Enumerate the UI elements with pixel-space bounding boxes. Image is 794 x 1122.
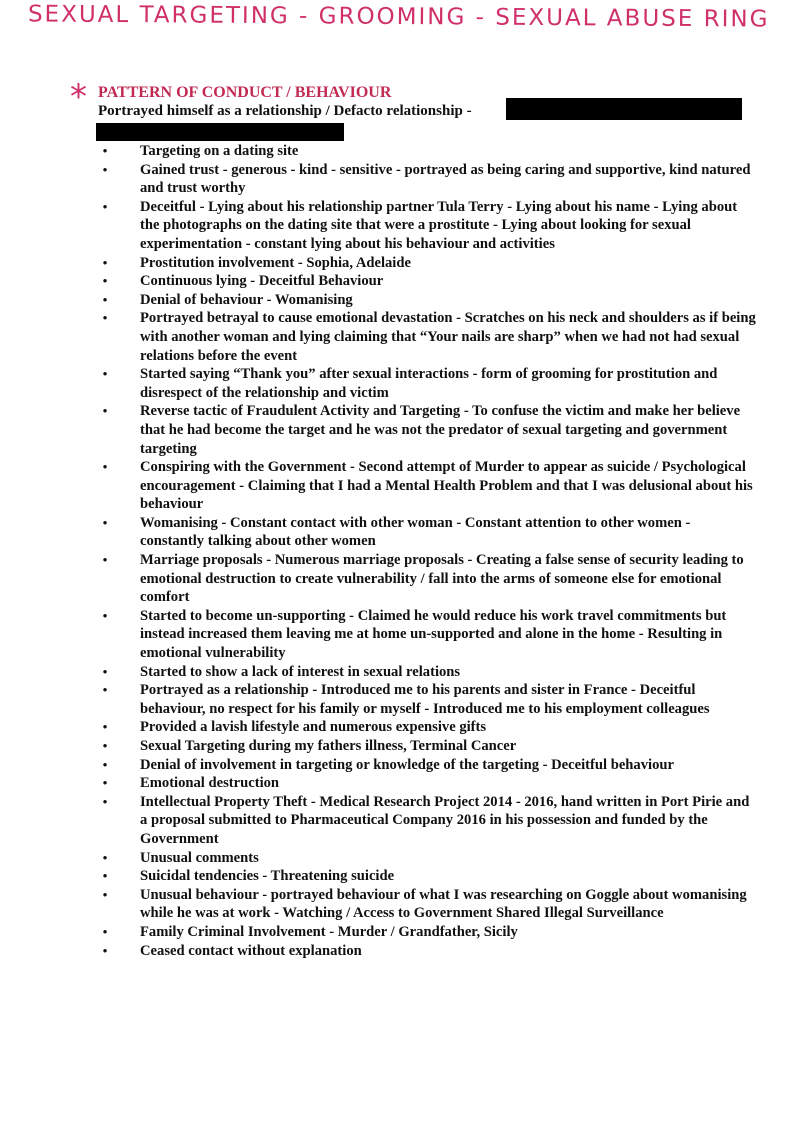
redaction-bar: [506, 98, 742, 120]
bullet-icon: •: [102, 793, 108, 809]
list-item-text: Reverse tactic of Fraudulent Activity and Targeting - To confuse the victim and make her believe that he had become the target and he was not the predator of sexual targeting and government targeting: [140, 403, 741, 457]
bullet-icon: •: [102, 607, 108, 623]
bullet-icon: •: [102, 552, 108, 568]
list-item: [96, 458, 756, 514]
list-item-text: Portrayed as a relationship - Introduced me to his parents and sister in France - Deceitful behaviour, no respect for his family or myself - Introduced me to his employment colleagues: [140, 682, 710, 717]
list-item: [96, 923, 756, 942]
list-item: [96, 886, 756, 923]
list-item-text: Targeting on a dating site: [140, 143, 299, 159]
list-item-text: Denial of involvement in targeting or knowledge of the targeting - Deceitful behaviour: [140, 756, 674, 773]
list-item: [96, 942, 756, 961]
list-item-text: Marriage proposals - Numerous marriage proposals - Creating a false sense of security leading to emotional destruction to create vulnerability / fall into the arms of someone else for emotional comfort: [140, 552, 744, 606]
list-item: [96, 161, 756, 198]
list-item-text: Family Criminal Involvement - Murder / Grandfather, Sicily: [140, 923, 518, 940]
bullet-icon: •: [102, 198, 108, 214]
list-item: [96, 291, 756, 310]
list-item-text: Portrayed betrayal to cause emotional devastation - Scratches on his neck and shoulders as if being with another woman and lying claiming that “Your nails are sharp” when we had not had sexual relations before the event: [140, 310, 756, 364]
behaviour-list: [96, 142, 756, 960]
bullet-icon: •: [102, 366, 108, 382]
list-item-text: Deceitful - Lying about his relationship partner Tula Terry - Lying about his name - Lying about the photographs on the dating site that were a prostitute - Lying about looking for sexual experimentation - constant lying about his behaviour and activities: [140, 198, 738, 252]
list-item: [96, 867, 756, 886]
list-item: [96, 681, 756, 718]
bullet-icon: •: [102, 756, 108, 772]
bullet-icon: •: [102, 719, 108, 735]
bullet-icon: •: [102, 459, 108, 475]
list-item-text: Suicidal tendencies - Threatening suicide: [140, 868, 395, 885]
bullet-icon: •: [102, 886, 108, 902]
list-item: [96, 718, 756, 737]
list-item-text: Provided a lavish lifestyle and numerous expensive gifts: [140, 719, 487, 736]
list-item: [96, 551, 756, 607]
list-item: [96, 514, 756, 551]
list-item: [96, 402, 756, 458]
bullet-icon: •: [102, 514, 108, 530]
list-item-text: Prostitution involvement - Sophia, Adelaide: [140, 254, 411, 271]
list-item-text: Continuous lying - Deceitful Behaviour: [140, 273, 384, 290]
list-item: [96, 272, 756, 291]
list-item: [96, 756, 756, 775]
list-item-text: Sexual Targeting during my fathers illness, Terminal Cancer: [140, 738, 517, 754]
list-item-text: Womanising - Constant contact with other woman - Constant attention to other women - constantly talking about other women: [140, 514, 691, 550]
handwritten-title: SEXUAL TARGETING - GROOMING - SEXUAL ABUSE RING: [27, 1, 770, 33]
asterisk-mark: *: [70, 77, 87, 117]
list-item: [96, 365, 756, 402]
bullet-icon: •: [102, 868, 108, 884]
bullet-icon: •: [102, 923, 108, 939]
list-item-text: Ceased contact without explanation: [140, 942, 362, 959]
list-item: [96, 198, 756, 254]
list-item-text: Started saying “Thank you” after sexual interactions - form of grooming for prostitution and disrespect of the relationship and victim: [140, 366, 718, 401]
bullet-icon: •: [102, 942, 108, 958]
list-item-text: Unusual comments: [140, 849, 259, 866]
list-item-text: Conspiring with the Government - Second attempt of Murder to appear as suicide / Psychological encouragement - Claiming that I had a Mental Health Problem and that I was delusional about his behaviour: [140, 459, 753, 513]
list-item: [96, 607, 756, 663]
bullet-icon: •: [102, 273, 108, 289]
list-item: [96, 142, 756, 161]
section-heading: PATTERN OF CONDUCT / BEHAVIOUR: [98, 84, 392, 101]
list-item-text: Started to show a lack of interest in sexual relations: [140, 663, 461, 680]
list-item-text: Gained trust - generous - kind - sensitive - portrayed as being caring and supportive, kind natured and trust worthy: [140, 161, 751, 197]
bullet-icon: •: [102, 663, 108, 679]
bullet-icon: •: [102, 143, 108, 158]
bullet-icon: •: [102, 849, 108, 865]
list-item-text: Denial of behaviour - Womanising: [140, 291, 353, 308]
list-item-text: Emotional destruction: [140, 775, 280, 792]
list-item: [96, 849, 756, 868]
list-item: [96, 737, 756, 756]
list-item-text: Started to become un-supporting - Claimed he would reduce his work travel commitments but instead increased them leaving me at home un-supported and alone in the home - Resulting in emotional vulnerability: [140, 607, 727, 662]
bullet-icon: •: [102, 291, 108, 307]
bullet-icon: •: [102, 403, 108, 419]
bullet-icon: •: [102, 682, 108, 698]
bullet-icon: •: [102, 161, 108, 177]
bullet-icon: •: [102, 254, 108, 270]
list-item: [96, 309, 756, 365]
list-item: [96, 663, 756, 682]
list-item-text: Unusual behaviour - portrayed behaviour of what I was researching on Goggle about womanising while he was at work - Watching / Access to Government Shared Illegal Surveillance: [140, 886, 747, 922]
bullet-icon: •: [102, 738, 108, 753]
list-item: [96, 254, 756, 273]
list-item: [96, 793, 756, 849]
list-item-text: Intellectual Property Theft - Medical Research Project 2014 - 2016, hand written in Port Pirie and a proposal submitted to Pharmaceutical Company 2016 in his possession and funded by the Government: [140, 793, 750, 847]
intro-line: Portrayed himself as a relationship / Defacto relationship -: [98, 103, 472, 119]
bullet-icon: •: [102, 775, 108, 791]
list-item: [96, 774, 756, 793]
redaction-bar: [96, 123, 344, 141]
bullet-icon: •: [102, 310, 108, 326]
